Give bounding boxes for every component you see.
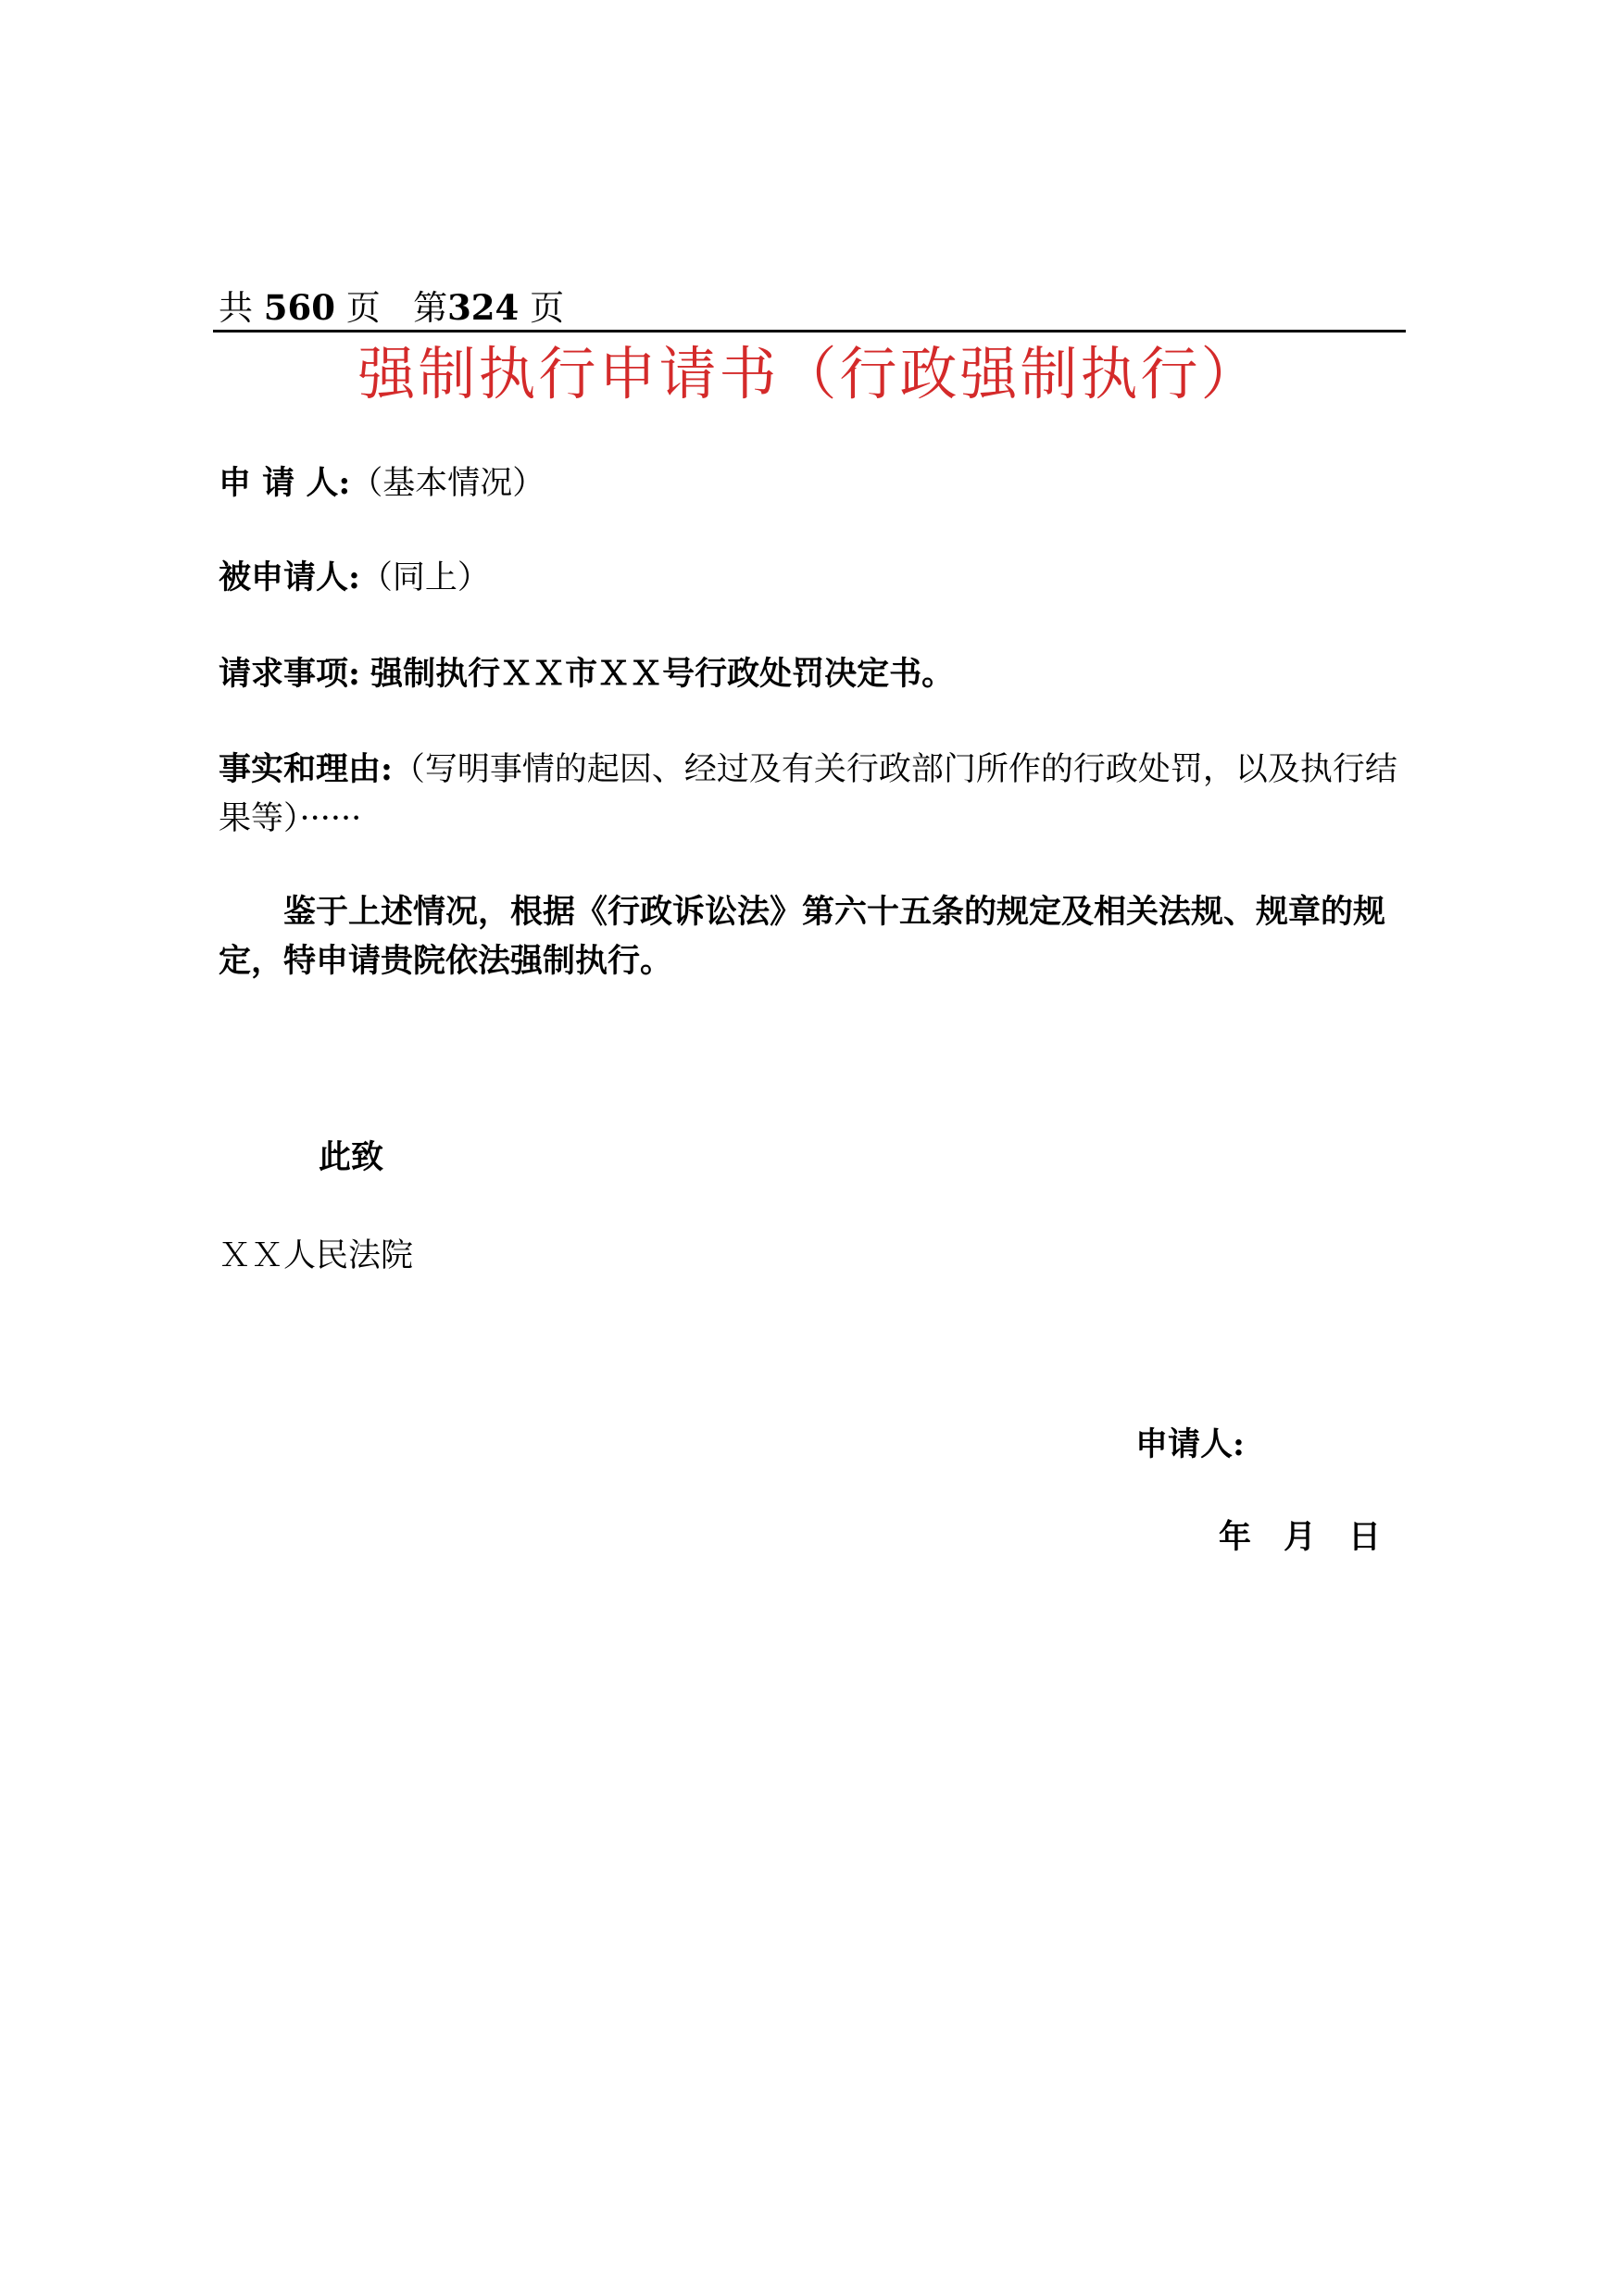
current-suffix: 页 — [530, 288, 565, 328]
salutation: 此致 — [319, 1138, 384, 1176]
header-rule — [213, 330, 1406, 332]
facts-value: （写明事情的起因、经过及有关行政部门所作的行政处罚，以及执行结果等）······ — [219, 751, 1397, 837]
total-prefix: 共 — [219, 288, 253, 328]
applicant-label: 申 请 人: — [219, 464, 351, 502]
facts-paragraph — [219, 745, 1406, 844]
document-title: 强制执行申请书（行政强制执行） — [357, 340, 1261, 408]
applicant-line — [219, 459, 545, 508]
request-label: 请求事项: — [219, 655, 360, 693]
total-pages: 560 — [263, 287, 335, 328]
court-name: ＸＸ人民法院 — [219, 1237, 414, 1274]
current-page: 324 — [447, 287, 520, 328]
respondent-line — [219, 554, 490, 602]
total-suffix: 页 — [345, 288, 381, 328]
respondent-label: 被申请人: — [219, 558, 360, 596]
signature-label: 申请人: — [1135, 1425, 1245, 1463]
respondent-value: （同上） — [359, 559, 490, 596]
page-counter — [219, 285, 564, 331]
current-prefix: 第 — [413, 288, 448, 328]
applicant-value: （基本情况） — [350, 465, 545, 502]
request-value: 强制执行ＸＸ市ＸＸ号行政处罚决定书。 — [370, 655, 955, 693]
request-line — [219, 650, 954, 698]
facts-label: 事实和理由: — [219, 750, 393, 788]
conclusion-paragraph: 鉴于上述情况，根据《行政诉讼法》第六十五条的规定及相关法规、规章的规定，特申请贵院依法强制执行。 — [219, 893, 1386, 980]
date-line: 年 月 日 — [1219, 1518, 1382, 1556]
